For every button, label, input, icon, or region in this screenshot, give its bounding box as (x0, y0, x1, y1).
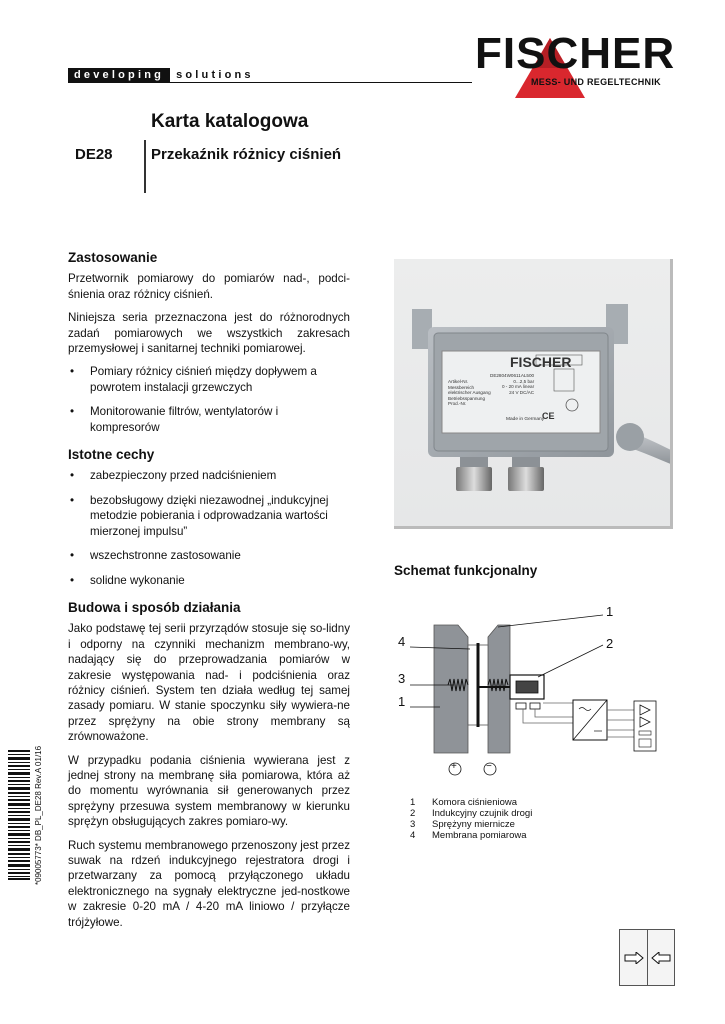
arrow-right-icon (624, 952, 644, 964)
label-value: 0 - 20 mA linear (501, 384, 535, 390)
document-title: Karta katalogowa (151, 111, 309, 132)
made-in-label: Made in Germany (506, 417, 545, 422)
label-key: elektrischer Ausgang (448, 390, 491, 396)
label-key: Prod.-Nr. (448, 401, 467, 407)
legend-row: 3 Sprężyny miernicze (410, 819, 515, 830)
device-label-values (490, 373, 534, 395)
tagline-light: solutions (176, 69, 254, 81)
output-terminals (634, 701, 656, 751)
fischer-logo (475, 29, 676, 100)
heading-budowa: Budowa i sposób działania (68, 599, 241, 615)
paragraph: W przypadku podania ciśnienia wywierana jest z jednej strony na membranę siła pomiarowa, która aż do momentu wyrównania sił generowanych przez sprężyny przesuwa system membranowy w kierunku sprężyn obsługujących zakres pomiaro-wy. (68, 753, 350, 829)
prev-page-button[interactable] (647, 930, 674, 985)
callout-2: 2 (606, 636, 614, 651)
heading-zastosowanie: Zastosowanie (68, 250, 158, 265)
legend-row: 4 Membrana pomiarowa (410, 830, 527, 841)
heading-cechy: Istotne cechy (68, 447, 155, 463)
schema-legend (410, 797, 532, 841)
paragraph: Jako podstawę tej serii przyrządów stosuje się so-lidny i odporny na czynniki mechanizm membrano-wy, nadający się do przeprowadzania pomiarów w zakresie występowania nad- i podciśnienia oraz różnicy ciśnień. System ten działa według tej samej zasady pomiaru. W stanie spoczynku siły wywiera-ne przez sprężyny na obie strony membrany są zrównoważone. (68, 622, 350, 744)
legend-row: 2 Indukcyjny czujnik drogi (410, 808, 533, 819)
paragraph: Niniejsza seria przeznaczona jest do różnorodnych zadań pomiarowych we wszystkich zakresach przemysłowej i sanitarnej techniki pomiarowej. (68, 311, 350, 356)
label-key: Artikel-Nr. (448, 379, 469, 384)
next-page-button[interactable] (620, 930, 647, 985)
label-value: DE2804W0611AL500 (490, 373, 535, 378)
label-key: Messbereich (448, 384, 475, 390)
label-value: 0...2,5 bar (513, 378, 535, 384)
arrow-left-icon (651, 952, 671, 964)
paragraph: Ruch systemu membranowego przenoszony jest przez suwak na rdzeń indukcyjnego rejestratora drogi i przetwarzany za pomocą przyłączonego układu elektronicznego na sygnały elektryczne jed-nostkowe w zakresie 0-20 mA / 4-20 mA liniowo / przyłącze trójżyłowe. (68, 838, 350, 929)
bullet-list (68, 364, 350, 435)
product-name: Przekaźnik różnicy ciśnień (151, 146, 342, 163)
callout-4: 4 (398, 634, 406, 649)
title-divider (144, 140, 146, 193)
list-item: • bezobsługowy dzięki niezawodnej „indukcyjnej metodzie pobierania i odprowadzania wartości mierzonej impulsu” (68, 493, 350, 539)
left-chamber (434, 625, 468, 753)
nav-arrows (619, 929, 675, 986)
plus-sign: + (451, 761, 457, 772)
list-item: • Monitorowanie filtrów, wentylatorów i kompresorów (68, 404, 350, 435)
tagline-dark: developing (68, 68, 170, 82)
paragraph: Przetwornik pomiarowy do pomiarów nad-, podci-śnienia oraz różnicy ciśnień. (68, 272, 350, 301)
device-label-keys (448, 379, 491, 407)
ce-mark: CE (542, 411, 555, 421)
minus-sign: − (486, 761, 492, 772)
logo-sub: MESS- UND REGELTECHNIK (531, 77, 661, 87)
legend-row: 1 Komora ciśnieniowa (410, 797, 518, 808)
list-item: • zabezpieczony przed nadciśnieniem (68, 468, 350, 483)
logo-word: FISCHER (475, 29, 676, 78)
text-column (68, 250, 350, 938)
barcode-text: *09005773* DB_PL_DE28 Rev.A 01/16 (34, 745, 43, 885)
list-item: • solidne wykonanie (68, 573, 350, 588)
model-code: DE28 (75, 146, 113, 163)
label-value: 24 V DC/AC (509, 389, 535, 395)
list-item: • Pomiary różnicy ciśnień między dopływem a powrotem instalacji grzewczych (68, 364, 350, 395)
tagline (68, 68, 254, 82)
label-key: Betriebsspannung (448, 395, 486, 401)
product-photo (394, 259, 673, 529)
header-rule (68, 82, 472, 83)
bullet-list (68, 468, 350, 587)
barcode (8, 750, 30, 880)
device-brand: FISCHER (510, 354, 572, 370)
schema-heading: Schemat funkcjonalny (394, 563, 538, 578)
callout-1b: 1 (398, 694, 406, 709)
functional-diagram (398, 605, 668, 785)
list-item: • wszechstronne zastosowanie (68, 548, 350, 563)
callout-3: 3 (398, 671, 406, 686)
callout-1: 1 (606, 604, 614, 619)
